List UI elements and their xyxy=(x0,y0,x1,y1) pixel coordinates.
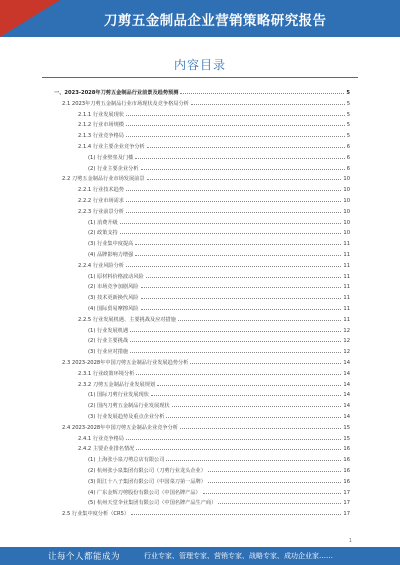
toc-leader-dots xyxy=(126,115,345,116)
toc-entry[interactable] xyxy=(88,237,350,247)
toc-leader-dots xyxy=(136,374,341,375)
toc-entry-page: 14 xyxy=(343,370,350,377)
toc-entry[interactable] xyxy=(88,151,350,161)
toc-entry-page: 6 xyxy=(346,144,350,150)
toc-entry-title: (4) 广东金辉刀剪股份有限公司（中国名牌产品） xyxy=(88,489,201,496)
toc-entry-page: 11 xyxy=(343,316,350,323)
toc-leader-dots xyxy=(208,482,341,483)
toc-entry-title: 2.2.4 行业风险分析 xyxy=(78,262,124,269)
header-corner-triangle xyxy=(0,0,60,37)
toc-entry-title: 2.5 行业集中度分析（CR5） xyxy=(62,511,130,518)
toc-leader-dots xyxy=(141,287,342,288)
toc-entry[interactable] xyxy=(88,496,350,506)
page-footer xyxy=(0,547,400,565)
toc-leader-dots xyxy=(218,503,341,504)
toc-leader-dots xyxy=(130,352,341,353)
toc-leader-dots xyxy=(120,223,342,224)
toc-leader-dots xyxy=(141,298,342,299)
toc-entry-page: 17 xyxy=(343,511,350,518)
toc-entry-title: 2.3.1 行业政策环境分析 xyxy=(78,370,135,377)
page-number: 1 xyxy=(348,538,352,544)
footer-tagline: 行业专家、管理专家、营销专家、战略专家、成功企业家…… xyxy=(144,552,333,560)
toc-leader-dots xyxy=(178,320,342,321)
toc-entry[interactable] xyxy=(88,216,350,226)
toc-entry-page: 6 xyxy=(346,165,350,172)
toc-entry-title: (4) 品牌影响力增强 xyxy=(88,252,134,258)
toc-entry[interactable] xyxy=(88,464,350,474)
toc-entry[interactable] xyxy=(88,334,350,344)
toc-entry[interactable] xyxy=(62,97,350,107)
toc-entry[interactable] xyxy=(88,388,350,398)
toc-entry-title: (2) 行业主要企业分析 xyxy=(88,165,139,172)
toc-heading: 内容目录 xyxy=(173,58,226,72)
toc-entry-page: 17 xyxy=(343,489,350,496)
toc-entry[interactable] xyxy=(78,442,350,452)
toc-leader-dots xyxy=(126,190,341,191)
toc-entry-title: 2.2.3 行业前景分析 xyxy=(78,208,124,215)
toc-entry-title: 2.1.4 行业主要企业竞争分析 xyxy=(78,144,145,150)
toc-leader-dots xyxy=(141,169,345,170)
toc-leader-dots xyxy=(190,363,341,364)
toc-entry-title: 2.3 2023-2028年中国刀剪五金制品行业发展趋势分析 xyxy=(62,360,189,366)
toc-entry-title: (2) 国内刀剪五金制品行业发展现状 xyxy=(88,403,170,410)
toc-entry-page: 14 xyxy=(343,414,350,420)
toc-entry-title: (1) 原材料价格波动风险 xyxy=(88,273,144,280)
toc-entry[interactable] xyxy=(62,421,350,431)
toc-leader-dots xyxy=(126,439,341,440)
toc-leader-dots xyxy=(180,428,341,429)
toc-leader-dots xyxy=(147,179,342,180)
toc-entry[interactable] xyxy=(78,183,350,193)
toc-entry-title: (1) 上海张小泉刀剪总店有限公司 xyxy=(88,457,165,464)
toc-entry-page: 16 xyxy=(343,478,350,485)
footer-slogan: 让每个人都能成为 xyxy=(48,552,121,562)
toc-entry-title: (2) 杭州张小泉集团有限公司（刀剪行业龙头企业） xyxy=(88,468,206,474)
toc-entry-title: (2) 市场竞争加剧风险 xyxy=(88,284,139,291)
toc-entry-page: 5 xyxy=(346,133,350,140)
toc-entry-page: 10 xyxy=(343,187,350,194)
toc-entry-title: (3) 技术更新换代风险 xyxy=(88,295,139,302)
toc-entry-page: 5 xyxy=(346,111,350,118)
toc-entry-page: 6 xyxy=(346,154,350,161)
toc-entry-page: 14 xyxy=(343,360,350,366)
toc-entry[interactable] xyxy=(88,291,350,301)
toc-leader-dots xyxy=(180,93,344,94)
toc-entry-page: 11 xyxy=(343,273,350,280)
toc-entry-page: 14 xyxy=(343,381,350,388)
toc-leader-dots xyxy=(172,406,342,407)
toc-entry-title: (1) 行业壁垒及门槛 xyxy=(88,154,134,161)
toc-leader-dots xyxy=(120,233,342,234)
toc-entry[interactable] xyxy=(78,108,350,118)
toc-entry-page: 15 xyxy=(343,435,350,442)
toc-entry-page: 14 xyxy=(343,392,350,399)
toc-entry[interactable] xyxy=(78,259,350,269)
toc-entry-page: 11 xyxy=(343,306,350,312)
toc-entry-title: 2.2.1 行业技术趋势 xyxy=(78,187,124,194)
toc-entry-page: 17 xyxy=(343,500,350,507)
toc-leader-dots xyxy=(136,449,341,450)
toc-entry[interactable] xyxy=(62,356,350,366)
toc-entry[interactable] xyxy=(88,453,350,463)
page-header xyxy=(0,0,400,37)
toc-entry-page: 16 xyxy=(343,468,350,474)
toc-leader-dots xyxy=(166,417,341,418)
toc-entry[interactable] xyxy=(88,345,350,355)
toc-entry-title: (2) 政策支持 xyxy=(88,230,118,237)
toc-leader-dots xyxy=(126,212,341,213)
toc-heading-rule xyxy=(42,77,358,78)
toc-entry[interactable] xyxy=(78,140,350,150)
toc-entry[interactable] xyxy=(88,226,350,236)
toc-entry[interactable] xyxy=(78,118,350,128)
toc-leader-dots xyxy=(131,514,341,515)
toc-entry-page: 5 xyxy=(346,122,350,129)
toc-entry-title: 2.4.1 行业竞争格局 xyxy=(78,435,124,442)
toc-leader-dots xyxy=(135,158,344,159)
toc-entry[interactable] xyxy=(88,324,350,334)
toc-entry-page: 10 xyxy=(343,208,350,215)
toc-leader-dots xyxy=(126,201,341,202)
toc-entry-page: 11 xyxy=(343,284,350,291)
toc-entry[interactable] xyxy=(88,486,350,496)
toc-entry-title: (3) 行业发展趋势及重点企业分析 xyxy=(88,414,165,420)
toc-entry-page: 11 xyxy=(343,295,350,302)
toc-entry-page: 16 xyxy=(343,446,350,453)
toc-entry-title: 2.1.2 行业市场规模 xyxy=(78,122,124,129)
toc-leader-dots xyxy=(126,136,345,137)
toc-leader-dots xyxy=(191,104,345,105)
toc-entry[interactable] xyxy=(88,270,350,280)
toc-entry-title: 2.3.2 刀剪五金制品行业发展规划 xyxy=(78,381,156,388)
toc-leader-dots xyxy=(166,460,341,461)
toc-leader-dots xyxy=(141,309,342,310)
toc-leader-dots xyxy=(147,147,345,148)
toc-entry-page: 12 xyxy=(343,338,350,345)
toc-entry-page: 5 xyxy=(346,100,350,107)
toc-entry[interactable] xyxy=(88,162,350,172)
toc-entry[interactable] xyxy=(62,172,350,182)
toc-entry-page: 5 xyxy=(346,90,350,96)
toc-entry-title: (3) 行业集中度提高 xyxy=(88,241,134,248)
toc-entry-title: 2.2.5 行业发展机遇、主要挑战及应对措施 xyxy=(78,316,176,323)
toc-entry-page: 16 xyxy=(343,457,350,464)
toc-entry-title: (5) 杭州天堂伞业集团有限公司（中国名牌产品生产商） xyxy=(88,500,217,507)
toc-entry[interactable] xyxy=(88,399,350,409)
toc-entry-title: 2.4.2 主要企业排名情况 xyxy=(78,446,135,453)
toc-entry-title: (1) 行业发展机遇 xyxy=(88,327,129,334)
toc-entry-title: (1) 国际刀剪行业发展现状 xyxy=(88,392,149,399)
toc-entry-page: 10 xyxy=(343,219,350,226)
toc-entry-page: 10 xyxy=(343,176,350,183)
toc-entry-title: (2) 行业主要挑战 xyxy=(88,338,129,345)
toc-entry[interactable] xyxy=(78,367,350,377)
toc-entry-title: 2.1.1 行业发展现状 xyxy=(78,111,124,118)
toc-entry-page: 12 xyxy=(343,327,350,334)
toc-entry-page: 10 xyxy=(343,198,350,204)
toc-entry[interactable] xyxy=(78,432,350,442)
toc-leader-dots xyxy=(157,385,341,386)
toc-entry[interactable] xyxy=(78,205,350,215)
toc-leader-dots xyxy=(146,277,342,278)
toc-entry-page: 11 xyxy=(343,262,350,269)
toc-entry[interactable] xyxy=(88,248,350,258)
toc-entry[interactable] xyxy=(88,302,350,312)
toc-entry-title: 2.1 2023年刀剪五金制品行业市场现状及竞争格局分析 xyxy=(62,100,189,107)
toc-leader-dots xyxy=(130,341,341,342)
toc-leader-dots xyxy=(126,266,341,267)
toc-entry-page: 11 xyxy=(343,241,350,248)
toc-entry-title: (4) 国际贸易摩擦风险 xyxy=(88,306,139,312)
toc-entry-title: 2.2 刀剪五金制品行业市场发展前景 xyxy=(62,176,145,183)
toc-entry[interactable] xyxy=(54,86,350,96)
toc-entry-page: 10 xyxy=(343,230,350,237)
toc-entry[interactable] xyxy=(78,194,350,204)
toc-leader-dots xyxy=(126,125,345,126)
toc-entry-page: 12 xyxy=(343,349,350,356)
toc-entry-page: 14 xyxy=(343,403,350,410)
toc-leader-dots xyxy=(151,395,342,396)
toc-entry[interactable] xyxy=(62,507,350,517)
toc-entry-page: 11 xyxy=(343,252,350,258)
toc-entry[interactable] xyxy=(88,410,350,420)
toc-entry[interactable] xyxy=(88,280,350,290)
toc-entry[interactable] xyxy=(78,378,350,388)
toc-entry-page: 15 xyxy=(343,424,350,431)
toc-entry-title: (1) 消费升级 xyxy=(88,219,118,226)
toc-leader-dots xyxy=(130,331,341,332)
toc-entry-title: (3) 阳江十八子集团有限公司（中国菜刀第一品牌） xyxy=(88,478,206,485)
toc-leader-dots xyxy=(135,255,341,256)
toc-entry[interactable] xyxy=(78,313,350,323)
report-title: 刀剪五金制品企业营销策略研究报告 xyxy=(104,13,327,29)
toc-entry[interactable] xyxy=(88,475,350,485)
toc-entry[interactable] xyxy=(78,129,350,139)
toc-entry-title: 一、2023-2028年刀剪五金制品行业前景及趋势预测 xyxy=(54,90,179,96)
toc-leader-dots xyxy=(208,471,341,472)
toc-leader-dots xyxy=(135,244,341,245)
toc-entry-title: (3) 行业应对措施 xyxy=(88,349,129,356)
toc-entry-title: 2.4 2023-2028年中国刀剪五金制品企业竞争分析 xyxy=(62,424,178,431)
toc-entry-title: 2.1.3 行业竞争格局 xyxy=(78,133,124,140)
toc-leader-dots xyxy=(203,493,342,494)
toc-entry-title: 2.2.2 行业市场需求 xyxy=(78,198,124,204)
